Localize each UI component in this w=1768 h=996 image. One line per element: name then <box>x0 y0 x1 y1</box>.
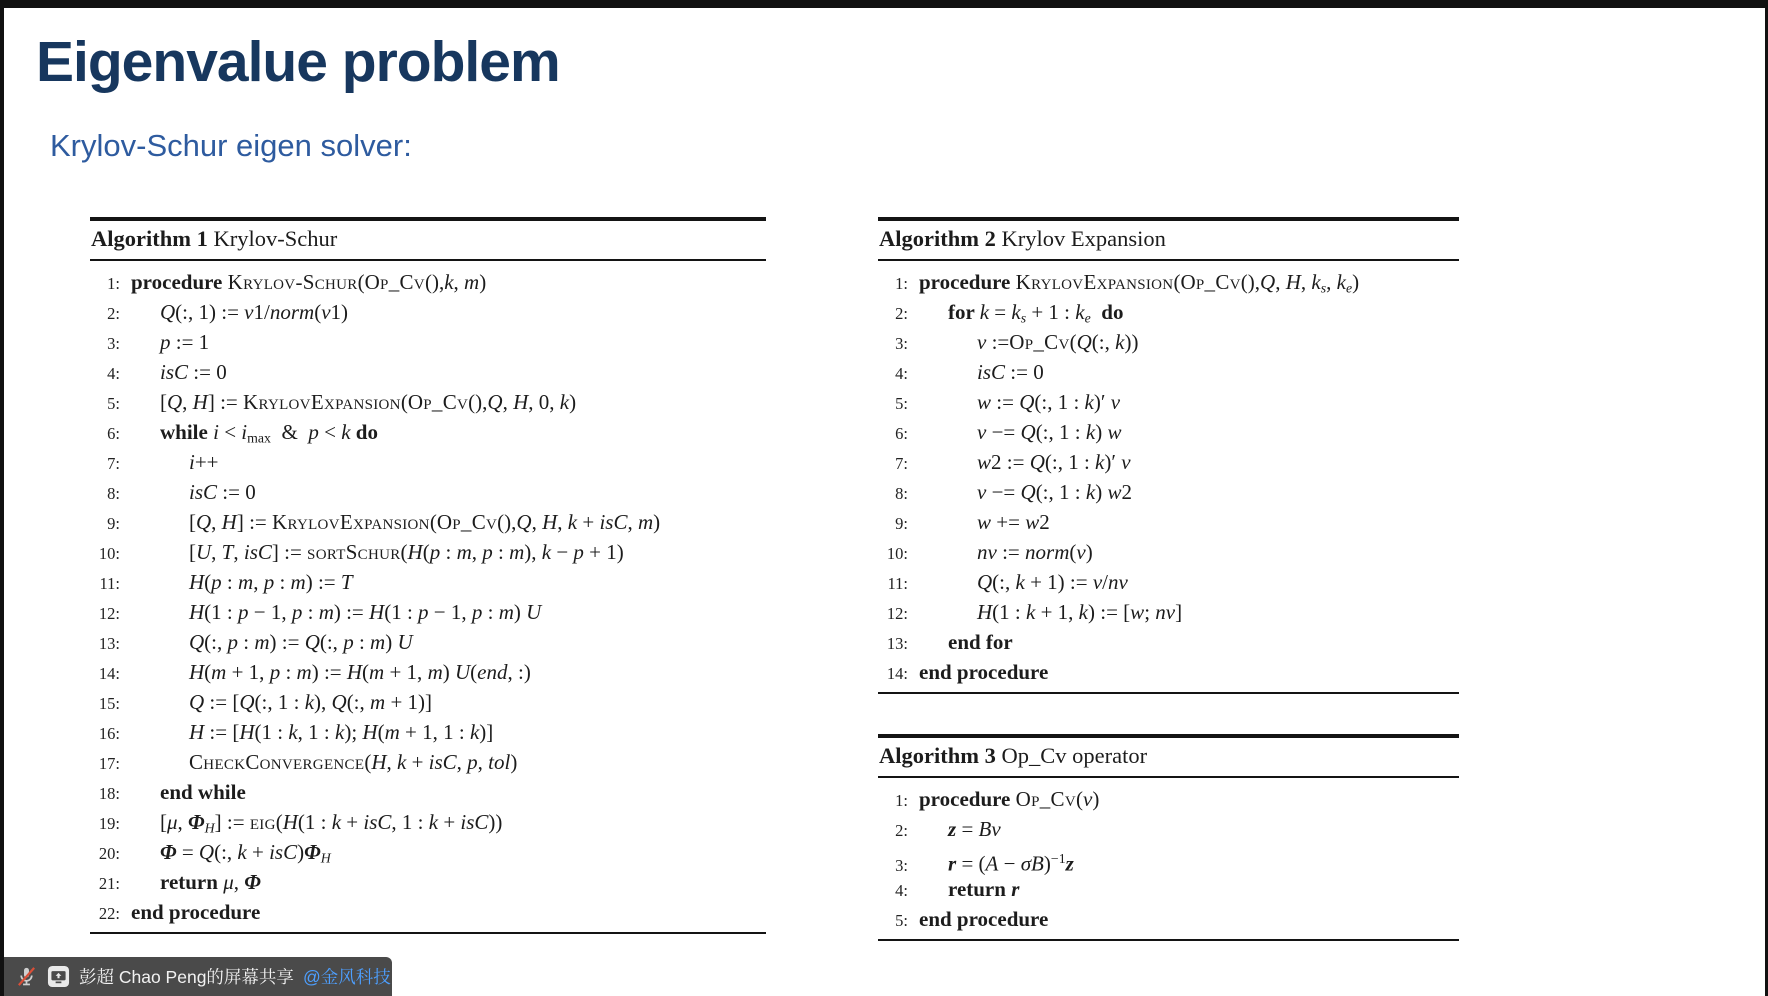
algorithm-2-krylov-expansion <box>878 217 1459 694</box>
line-content: Q := [Q(:, 1 : k), Q(:, m + 1)] <box>189 690 433 714</box>
line-content: H(p : m, p : m) := T <box>189 570 353 594</box>
algorithm-line <box>878 844 1459 874</box>
algorithm-bottom-rule <box>90 932 766 934</box>
line-number: 3: <box>895 855 908 875</box>
algorithm-line <box>878 387 1459 417</box>
line-content: CheckConvergence(H, k + isC, p, tol) <box>189 750 518 774</box>
algorithm-line <box>878 874 1459 904</box>
algorithm-line <box>90 657 766 687</box>
line-number: 7: <box>107 454 120 473</box>
algorithm-label: Algorithm 1 <box>91 226 208 251</box>
line-content: end procedure <box>131 900 261 924</box>
algorithm-label: Algorithm 3 <box>879 743 996 768</box>
line-number: 8: <box>107 484 120 503</box>
algorithm-line <box>878 537 1459 567</box>
algorithm-line <box>90 807 766 837</box>
line-number: 15: <box>98 694 120 713</box>
algorithm-name: Krylov-Schur <box>207 226 338 251</box>
line-number: 1: <box>895 274 908 293</box>
algorithm-title <box>878 738 1459 776</box>
line-number: 14: <box>98 664 120 683</box>
algorithm-line <box>90 567 766 597</box>
algorithm-line <box>90 327 766 357</box>
line-content: [Q, H] := KrylovExpansion(Op_Cv(),Q, H, 0, k) <box>160 390 577 414</box>
algorithm-line <box>878 657 1459 687</box>
line-content: procedure Op_Cv(v) <box>919 787 1100 811</box>
algorithm-line <box>90 297 766 327</box>
line-content: H := [H(1 : k, 1 : k); H(m + 1, 1 : k)] <box>189 720 494 744</box>
algorithm-line <box>90 777 766 807</box>
line-number: 9: <box>895 514 908 533</box>
line-content: i++ <box>189 450 219 474</box>
line-number: 5: <box>107 394 120 413</box>
line-content: [Q, H] := KrylovExpansion(Op_Cv(),Q, H, k + isC, m) <box>189 510 661 534</box>
algorithm-line <box>90 597 766 627</box>
line-content: return μ, Φ <box>160 870 261 894</box>
line-content: nv := norm(v) <box>977 540 1093 564</box>
line-content: for k = ks + 1 : ke do <box>948 300 1124 326</box>
line-number: 11: <box>99 574 120 593</box>
algorithm-line <box>90 477 766 507</box>
algorithm-title <box>90 221 766 259</box>
line-number: 10: <box>98 544 120 563</box>
algorithm-line <box>878 814 1459 844</box>
algorithm-line <box>878 627 1459 657</box>
algorithm-line <box>90 687 766 717</box>
slide-title: Eigenvalue problem <box>36 30 560 94</box>
line-content: isC := 0 <box>189 480 256 504</box>
line-content: return r <box>948 877 1020 901</box>
line-number: 10: <box>886 544 908 563</box>
line-content: end procedure <box>919 660 1049 684</box>
line-content: end while <box>160 780 246 804</box>
screen-share-bar <box>4 957 392 996</box>
line-number: 7: <box>895 454 908 473</box>
algorithm-line <box>90 537 766 567</box>
algorithm-line <box>90 357 766 387</box>
line-content: while i < imax & p < k do <box>160 420 378 446</box>
line-number: 6: <box>107 424 120 443</box>
algorithm-line <box>90 267 766 297</box>
line-number: 1: <box>895 791 908 810</box>
line-content: end procedure <box>919 907 1049 931</box>
line-number: 22: <box>98 904 120 923</box>
algorithm-3-opcv-operator <box>878 734 1459 941</box>
line-number: 20: <box>98 844 120 863</box>
algorithm-body <box>878 778 1459 939</box>
line-number: 9: <box>107 514 120 533</box>
line-number: 6: <box>895 424 908 443</box>
line-number: 5: <box>895 394 908 413</box>
algorithm-line <box>878 784 1459 814</box>
line-content: H(m + 1, p : m) := H(m + 1, m) U(end, :) <box>189 660 531 684</box>
algorithm-line <box>90 627 766 657</box>
algorithm-1-krylov-schur <box>90 217 766 934</box>
line-content: procedure KrylovExpansion(Op_Cv(),Q, H, ks, ke) <box>919 270 1360 296</box>
line-number: 16: <box>98 724 120 743</box>
algorithm-bottom-rule <box>878 692 1459 694</box>
algorithm-line <box>878 904 1459 934</box>
share-mention-link[interactable]: @金风科技 <box>302 967 391 987</box>
line-content: w2 := Q(:, 1 : k)′ v <box>977 450 1131 474</box>
slide-subtitle: Krylov-Schur eigen solver: <box>50 128 412 163</box>
line-number: 21: <box>98 874 120 893</box>
right-column <box>878 217 1459 941</box>
algorithm-name: Op_Cv operator <box>995 743 1148 768</box>
algorithm-line <box>90 507 766 537</box>
line-content: isC := 0 <box>977 360 1044 384</box>
share-owner-label: 彭超 Chao Peng的屏幕共享 <box>79 967 294 987</box>
frame-top-bar <box>0 0 1768 8</box>
line-number: 8: <box>895 484 908 503</box>
line-number: 11: <box>887 574 908 593</box>
line-content: procedure Krylov-Schur(Op_Cv(),k, m) <box>131 270 487 294</box>
algorithm-line <box>90 717 766 747</box>
line-content: w := Q(:, 1 : k)′ v <box>977 390 1121 414</box>
algorithm-line <box>878 507 1459 537</box>
microphone-muted-icon <box>15 965 38 988</box>
algorithm-line <box>90 447 766 477</box>
line-content: H(1 : k + 1, k) := [w; nv] <box>977 600 1183 624</box>
line-number: 19: <box>98 814 120 833</box>
line-content: z = Bv <box>948 817 1001 841</box>
algorithm-line <box>90 867 766 897</box>
line-number: 14: <box>886 664 908 683</box>
algorithm-name: Krylov Expansion <box>995 226 1166 251</box>
line-content: [μ, ΦH] := eig(H(1 : k + isC, 1 : k + isC)) <box>160 810 503 836</box>
screen-share-icon <box>47 965 70 988</box>
line-content: H(1 : p − 1, p : m) := H(1 : p − 1, p : m) U <box>189 600 542 624</box>
line-content: Φ = Q(:, k + isC)ΦH <box>160 840 331 866</box>
algorithm-line <box>878 267 1459 297</box>
line-content: isC := 0 <box>160 360 227 384</box>
line-content: v :=Op_Cv(Q(:, k)) <box>977 330 1139 354</box>
line-content: Q(:, k + 1) := v/nv <box>977 570 1128 594</box>
line-content: w += w2 <box>977 510 1050 534</box>
algorithm-line <box>90 897 766 927</box>
line-content: v −= Q(:, 1 : k) w <box>977 420 1122 444</box>
line-number: 5: <box>895 911 908 930</box>
algorithm-line <box>878 567 1459 597</box>
line-number: 12: <box>98 604 120 623</box>
line-number: 12: <box>886 604 908 623</box>
algorithm-body <box>878 261 1459 692</box>
line-number: 17: <box>98 754 120 773</box>
line-number: 4: <box>895 364 908 383</box>
algorithm-label: Algorithm 2 <box>879 226 996 251</box>
line-content: Q(:, 1) := v1/norm(v1) <box>160 300 349 324</box>
algorithm-body <box>90 261 766 932</box>
line-content: Q(:, p : m) := Q(:, p : m) U <box>189 630 413 654</box>
algorithm-line <box>878 417 1459 447</box>
algorithm-bottom-rule <box>878 939 1459 941</box>
algorithm-title <box>878 221 1459 259</box>
line-number: 1: <box>107 274 120 293</box>
line-number: 2: <box>107 304 120 323</box>
algorithm-line <box>878 327 1459 357</box>
line-number: 4: <box>107 364 120 383</box>
algorithm-line <box>90 417 766 447</box>
line-content: v −= Q(:, 1 : k) w2 <box>977 480 1132 504</box>
line-number: 2: <box>895 821 908 840</box>
line-content: $r = (A - \sigma B)^{-1}z$ <box>948 851 1074 876</box>
frame-left-bar <box>0 0 4 996</box>
line-number: 18: <box>98 784 120 803</box>
algorithm-line <box>90 747 766 777</box>
line-content: p := 1 <box>160 330 210 354</box>
algorithm-line <box>878 477 1459 507</box>
line-number: 13: <box>98 634 120 653</box>
line-number: 4: <box>895 881 908 900</box>
line-content: [U, T, isC] := sortSchur(H(p : m, p : m), k − p + 1) <box>189 540 624 564</box>
line-number: 3: <box>895 334 908 353</box>
algorithm-line <box>878 597 1459 627</box>
line-number: 2: <box>895 304 908 323</box>
algorithm-line <box>878 357 1459 387</box>
line-content: end for <box>948 630 1013 654</box>
algorithm-line <box>878 447 1459 477</box>
line-number: 3: <box>107 334 120 353</box>
algorithm-line <box>90 387 766 417</box>
line-number: 13: <box>886 634 908 653</box>
